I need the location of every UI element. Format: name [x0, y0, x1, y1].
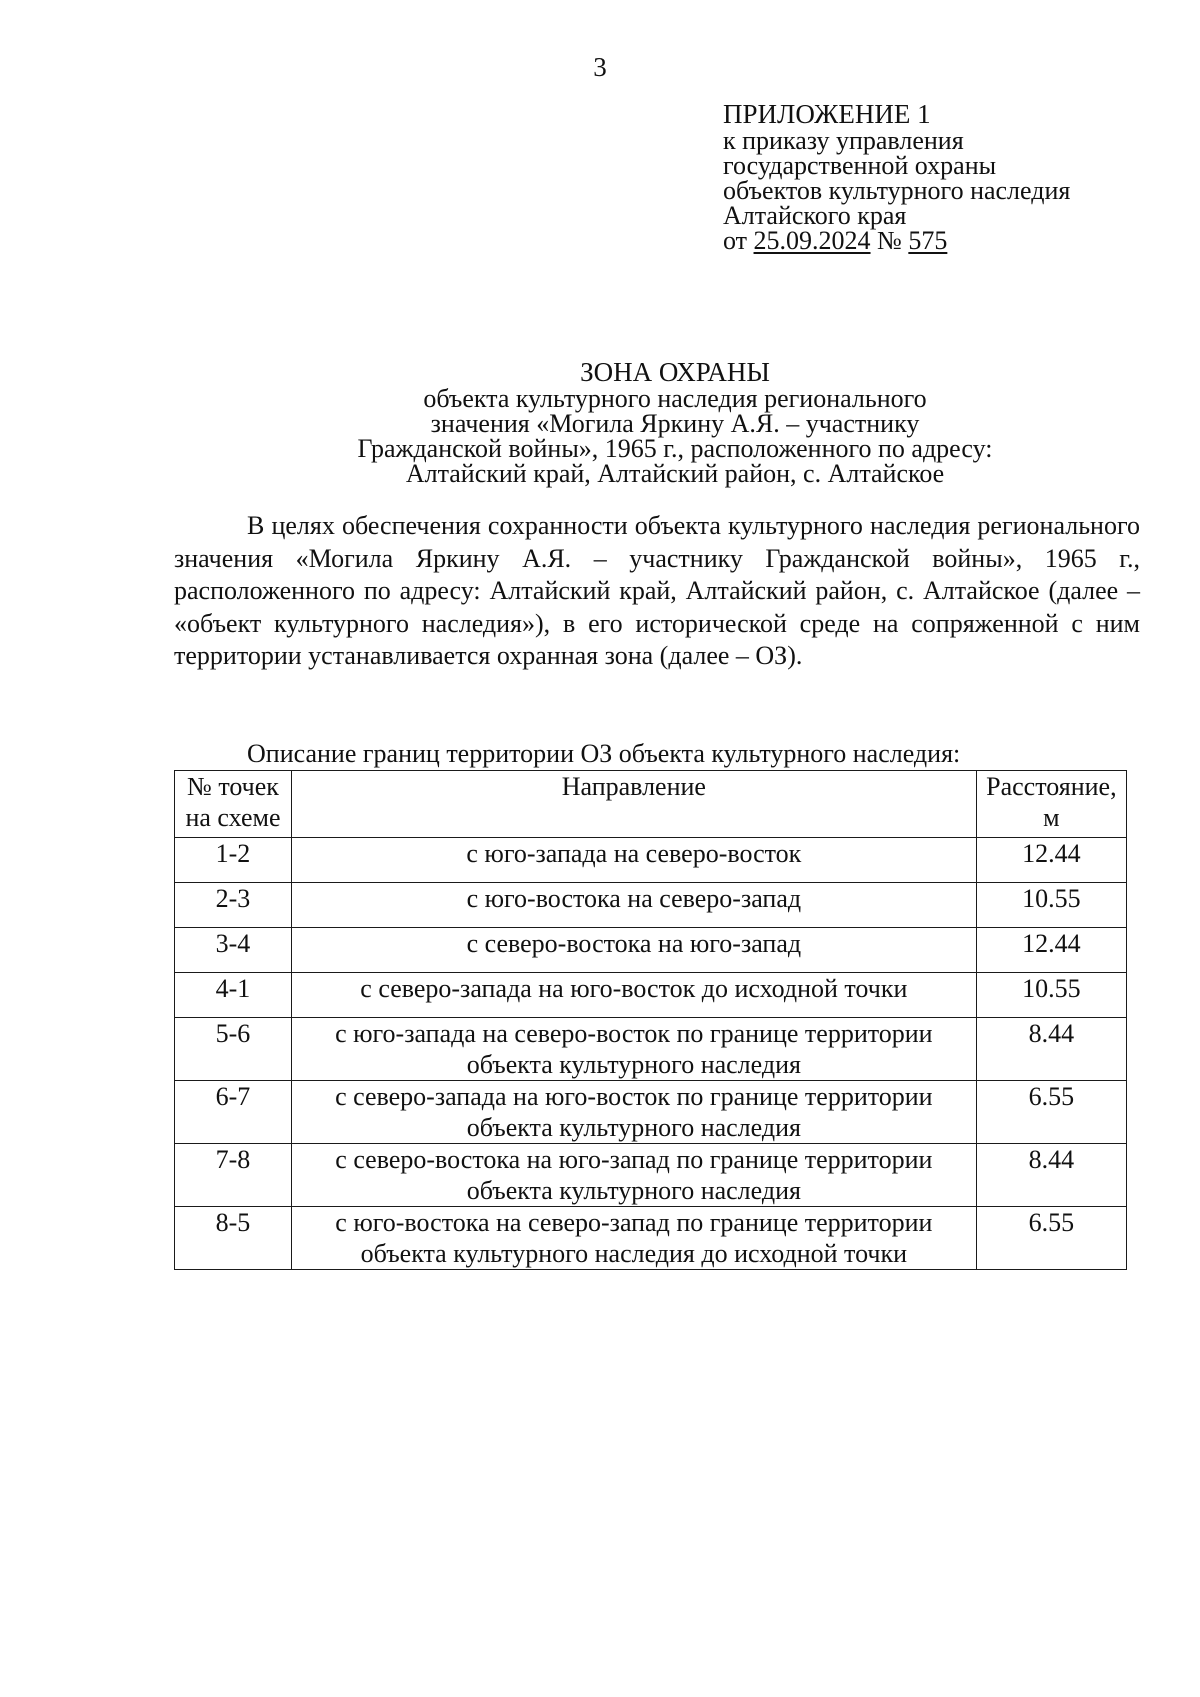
table-row [175, 928, 1127, 973]
annex-line-2: государственной охраны [723, 151, 997, 180]
row-points: 3-4 [175, 928, 292, 973]
intro-paragraph: В целях обеспечения сохранности объекта культурного наследия регионального значения «Могила Яркину А.Я. – участнику Гражданской войны», 1965 г., расположенного по адресу: Алтайский край, Алтайский район, с. Алтайское (далее – «объект культурного наследия»), в его исторической среде на сопряженной с ним территории устанавливается охранная зона (далее – ОЗ). [174, 511, 1140, 670]
annex-line-4: Алтайского края [723, 201, 907, 230]
row-distance: 8.44 [976, 1018, 1126, 1081]
row-direction: с юго-востока на северо-запад [291, 883, 976, 928]
row-distance: 6.55 [976, 1207, 1126, 1270]
header-distance: Расстояние, м [976, 771, 1126, 838]
zone-heading [250, 358, 1100, 486]
row-points: 6-7 [175, 1081, 292, 1144]
table-row [175, 1018, 1127, 1081]
row-direction: с юго-запада на северо-восток по границе территории объекта культурного наследия [291, 1018, 976, 1081]
row-distance: 8.44 [976, 1144, 1126, 1207]
table-header-row [175, 771, 1127, 838]
table-row [175, 973, 1127, 1018]
boundary-table [174, 770, 1127, 1270]
page-number: 3 [593, 52, 607, 82]
row-direction: с юго-запада на северо-восток [291, 838, 976, 883]
row-distance: 12.44 [976, 838, 1126, 883]
row-points: 2-3 [175, 883, 292, 928]
table-row [175, 838, 1127, 883]
row-direction: с юго-востока на северо-запад по границе территории объекта культурного наследия до исходной точки [291, 1207, 976, 1270]
table-row [175, 1207, 1127, 1270]
row-points: 8-5 [175, 1207, 292, 1270]
header-direction: Направление [291, 771, 976, 838]
header-points: № точек на схеме [175, 771, 292, 838]
zone-line-2: значения «Могила Яркину А.Я. – участнику [430, 409, 920, 438]
zone-line-3: Гражданской войны», 1965 г., расположенного по адресу: [357, 434, 993, 463]
zone-line-1: объекта культурного наследия регионального [423, 384, 927, 413]
row-points: 5-6 [175, 1018, 292, 1081]
row-points: 1-2 [175, 838, 292, 883]
row-direction: с северо-запада на юго-восток по границе территории объекта культурного наследия [291, 1081, 976, 1144]
annex-line-3: объектов культурного наследия [723, 176, 1071, 205]
row-points: 7-8 [175, 1144, 292, 1207]
row-distance: 12.44 [976, 928, 1126, 973]
row-distance: 10.55 [976, 883, 1126, 928]
row-direction: с северо-запада на юго-восток до исходной точки [291, 973, 976, 1018]
annex-date: 25.09.2024 [753, 226, 871, 255]
zone-title: ЗОНА ОХРАНЫ [580, 357, 770, 387]
table-row [175, 883, 1127, 928]
row-direction: с северо-востока на юго-запад по границе территории объекта культурного наследия [291, 1144, 976, 1207]
table-caption: Описание границ территории ОЗ объекта культурного наследия: [247, 739, 961, 768]
table-row [175, 1081, 1127, 1144]
zone-line-4: Алтайский край, Алтайский район, с. Алтайское [405, 459, 945, 488]
row-direction: с северо-востока на юго-запад [291, 928, 976, 973]
row-distance: 10.55 [976, 973, 1126, 1018]
annex-number-prefix: № [877, 226, 902, 255]
annex-block [723, 100, 1070, 253]
row-points: 4-1 [175, 973, 292, 1018]
row-distance: 6.55 [976, 1081, 1126, 1144]
annex-date-line [723, 228, 1070, 253]
annex-date-prefix: от [723, 226, 748, 255]
table-row [175, 1144, 1127, 1207]
annex-title: ПРИЛОЖЕНИЕ 1 [723, 99, 931, 129]
annex-line-1: к приказу управления [723, 126, 964, 155]
annex-number: 575 [908, 226, 948, 255]
